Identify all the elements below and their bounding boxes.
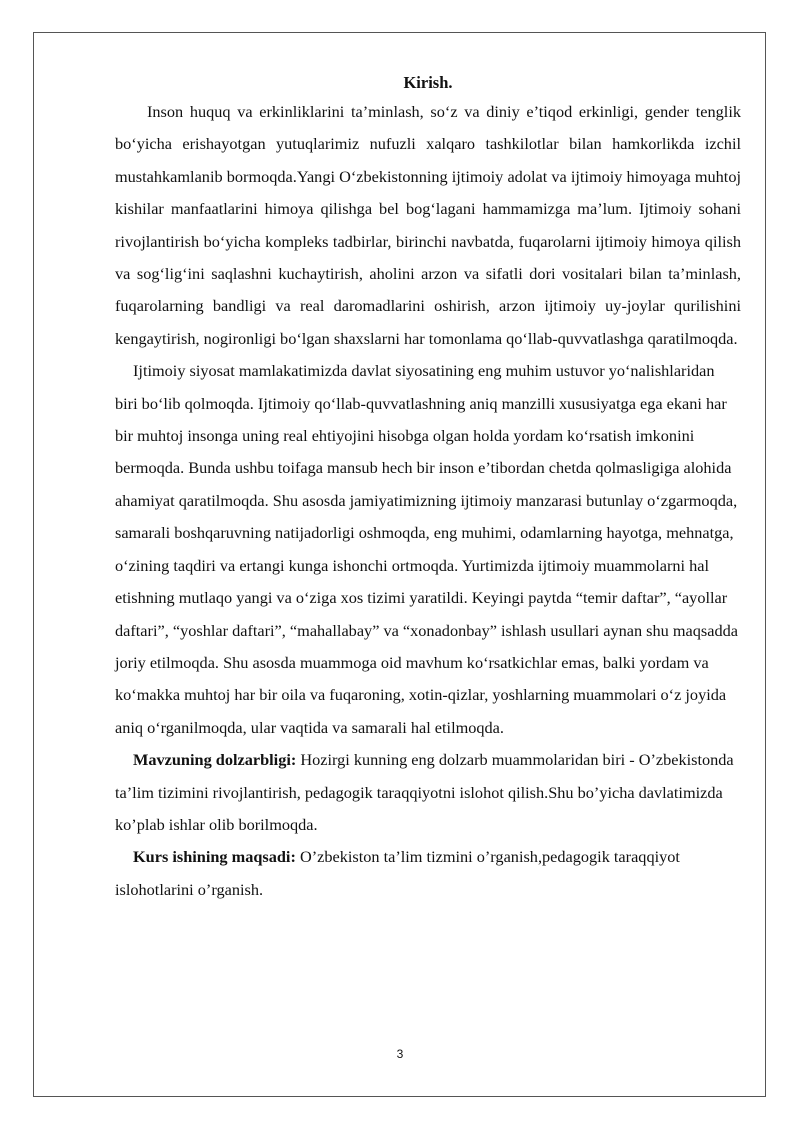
goal-label: Kurs ishining maqsadi: — [133, 847, 296, 867]
goal-text: O’zbekiston ta’lim tizmini o’rganish,pedagogik taraqqiyot islohotlarini o’rganish. — [115, 847, 680, 899]
intro-paragraph-2: Ijtimoiy siyosat mamlakatimizda davlat siyosatining eng muhim ustuvor yo‘nalishlaridan biri bo‘lib qolmoqda. Ijtimoiy qo‘llab-quvvatlashning aniq manzilli xususiyatga ega ekani har bir muhtoj insonga uning real ehtiyojini hisobga olgan holda yordam ko‘rsatish imkonini bermoqda. Bunda ushbu toifaga mansub hech bir inson e’tibordan chetda qolmasligiga alohida ahamiyat qaratilmoqda. Shu asosda jamiyatimizning ijtimoiy manzarasi butunlay o‘zgarmoqda, samarali boshqaruvning natijadorligi oshmoqda, eng muhimi, odamlarning hayotga, mehnatga, o‘zining taqdiri va ertangi kunga ishonchi ortmoqda. Yurtimizda ijtimoiy muammolarni hal etishning mutlaqo yangi va o‘ziga xos tizimi yaratildi. Keyingi paytda “temir daftar”, “ayollar daftari”, “yoshlar daftari”, “mahallabay” va “xonadonbay” ishlash usullari aynan shu maqsadda joriy etilmoqda. Shu asosda muammoga oid mavhum ko‘rsatkichlar emas, balki yordam va ko‘makka muhtoj har bir oila va fuqaroning, xotin-qizlar, yoshlarning muammolari o‘z joyida aniq o‘rganilmoqda, ular vaqtida va samarali hal etilmoqda. — [115, 361, 738, 737]
document-body — [115, 72, 741, 906]
page-number: 3 — [396, 1047, 404, 1061]
relevance-label: Mavzuning dolzarbligi: — [133, 750, 297, 770]
intro-paragraph-1: Inson huquq va erkinliklarini ta’minlash, so‘z va diniy e’tiqod erkinligi, gender tenglik bo‘yicha erishayotgan yutuqlarimiz nufuzli xalqaro tashkilotlar bilan hamkorlikda izchil mustahkamlanib bormoqda.Yangi O‘zbekistonning ijtimoiy adolat va ijtimoiy himoyaga muhtoj kishilar manfaatlarini himoya qilishga bel bog‘lagani hammamizga ma’lum. Ijtimoiy sohani rivojlantirish bo‘yicha kompleks tadbirlar, birinchi navbatda, fuqarolarni ijtimoiy himoya qilish va sog‘lig‘ini saqlashni kuchaytirish, aholini arzon va sifatli dori vositalari bilan ta’minlash, fuqarolarning bandligi va real daromadlarini oshirish, arzon ijtimoiy uy-joylar qurilishini kengaytirish, nogironligi bo‘lgan shaxslarni har tomonlama qo‘llab-quvvatlashga qaratilmoqda. — [115, 102, 741, 348]
relevance-text: Hozirgi kunning eng dolzarb muammolaridan biri - O’zbekistonda ta’lim tizimini rivojlantirish, pedagogik taraqqiyotni islohot qilish.Shu bo’yicha davlatimizda ko’plab ishlar olib borilmoqda. — [115, 750, 734, 834]
relevance-paragraph — [115, 744, 741, 841]
section-title: Kirish. — [403, 73, 453, 92]
goal-paragraph — [115, 841, 741, 906]
